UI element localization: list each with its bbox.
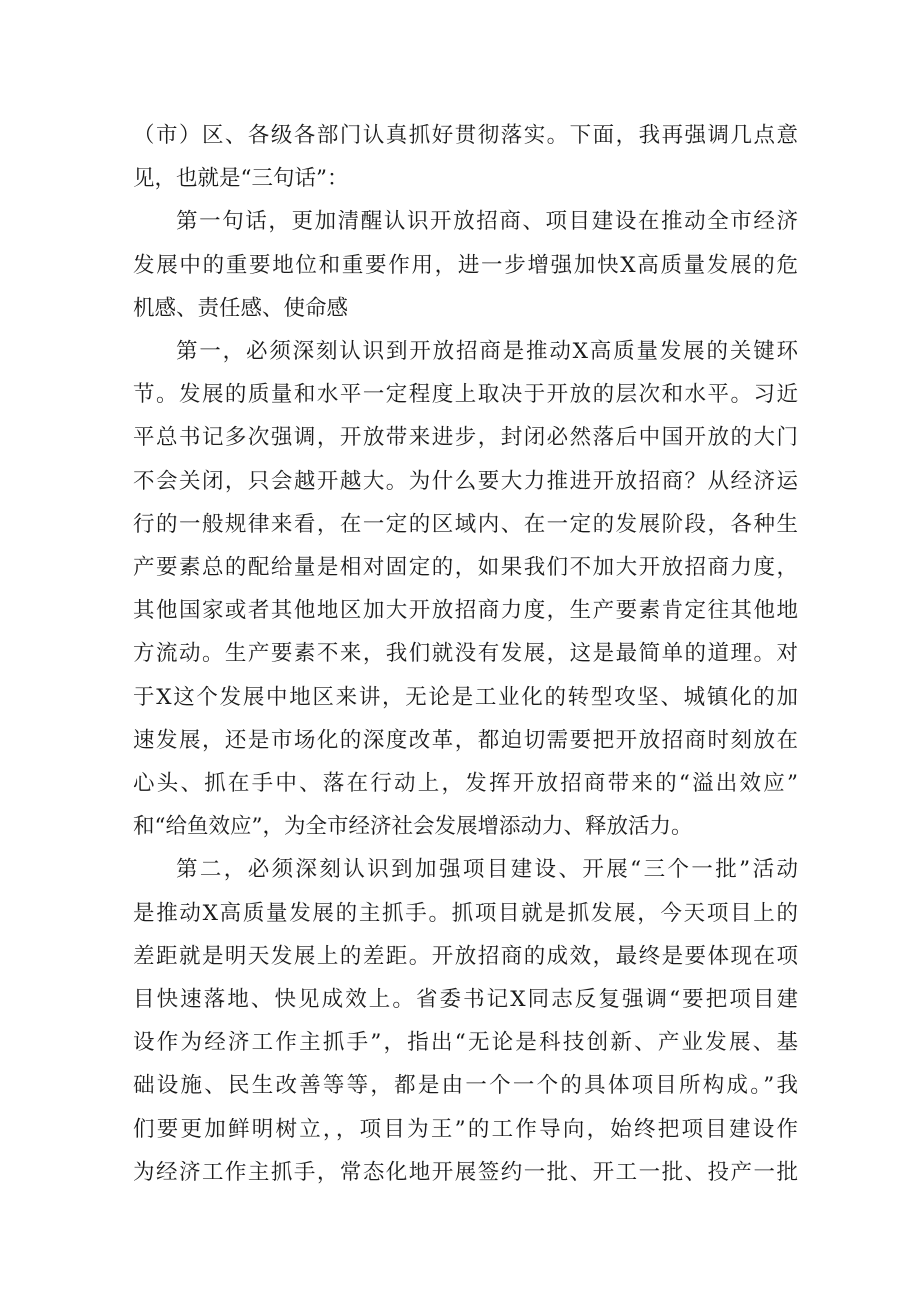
text-line: （市）区、各级各部门认真抓好贯彻落实。下面，我再强调几点意 — [133, 123, 798, 148]
paragraph-first-line: 第一句话，更加清醒认识开放招商、项目建设在推动全市经济 — [176, 209, 798, 235]
text-line: 其他国家或者其他地区加大开放招商力度，生产要素肯定往其他地 — [133, 598, 798, 624]
text-line: 们要更加鲜明树立，，项目为王”的工作导向，始终把项目建设作 — [133, 1116, 798, 1142]
text-line: 和“给鱼效应”，为全市经济社会发展增添动力、释放活力。 — [133, 814, 693, 840]
text-line: 产要素总的配给量是相对固定的，如果我们不加大开放招商力度， — [133, 555, 798, 580]
text-line: 目快速落地、快见成效上。省委书记X同志反复强调“要把项目建 — [133, 987, 798, 1012]
paragraph-first-line: 第一，必须深刻认识到开放招商是推动X高质量发展的关键环 — [176, 339, 798, 364]
text-line: 见，也就是“三句话”： — [133, 166, 349, 192]
text-line: 行的一般规律来看，在一定的区域内、在一定的发展阶段，各种生 — [133, 511, 798, 537]
text-line: 平总书记多次强调，开放带来进步，封闭必然落后中国开放的大门 — [133, 425, 798, 451]
text-line: 差距就是明天发展上的差距。开放招商的成效，最终是要体现在项 — [133, 943, 798, 969]
text-line: 为经济工作主抓手，常态化地开展签约一批、开工一批、投产一批 — [133, 1159, 798, 1185]
text-line: 速发展，还是市场化的深度改革，都迫切需要把开放招商时刻放在 — [133, 727, 798, 753]
text-line: 不会关闭，只会越开越大。为什么要大力推进开放招商？从经济运 — [133, 468, 798, 494]
text-line: 机感、责任感、使命感 — [133, 295, 349, 321]
text-line: 节。发展的质量和水平一定程度上取决于开放的层次和水平。习近 — [133, 382, 798, 408]
text-line: 方流动。生产要素不来，我们就没有发展，这是最简单的道理。对 — [133, 641, 798, 667]
text-line: 心头、抓在手中、落在行动上，发挥开放招商带来的“溢出效应” — [133, 771, 798, 796]
text-line: 是推动X高质量发展的主抓手。抓项目就是抓发展，今天项目上的 — [133, 900, 798, 926]
text-line: 设作为经济工作主抓手”，指出“无论是科技创新、产业发展、基 — [133, 1030, 798, 1056]
paragraph-first-line: 第二，必须深刻认识到加强项目建设、开展“三个一批”活动 — [176, 857, 798, 883]
text-line: 发展中的重要地位和重要作用，进一步增强加快X高质量发展的危 — [133, 252, 798, 278]
text-line: 于X这个发展中地区来讲，无论是工业化的转型攻坚、城镇化的加 — [133, 684, 798, 710]
text-line: 础设施、民生改善等等，都是由一个一个的具体项目所构成。”我 — [133, 1073, 798, 1099]
